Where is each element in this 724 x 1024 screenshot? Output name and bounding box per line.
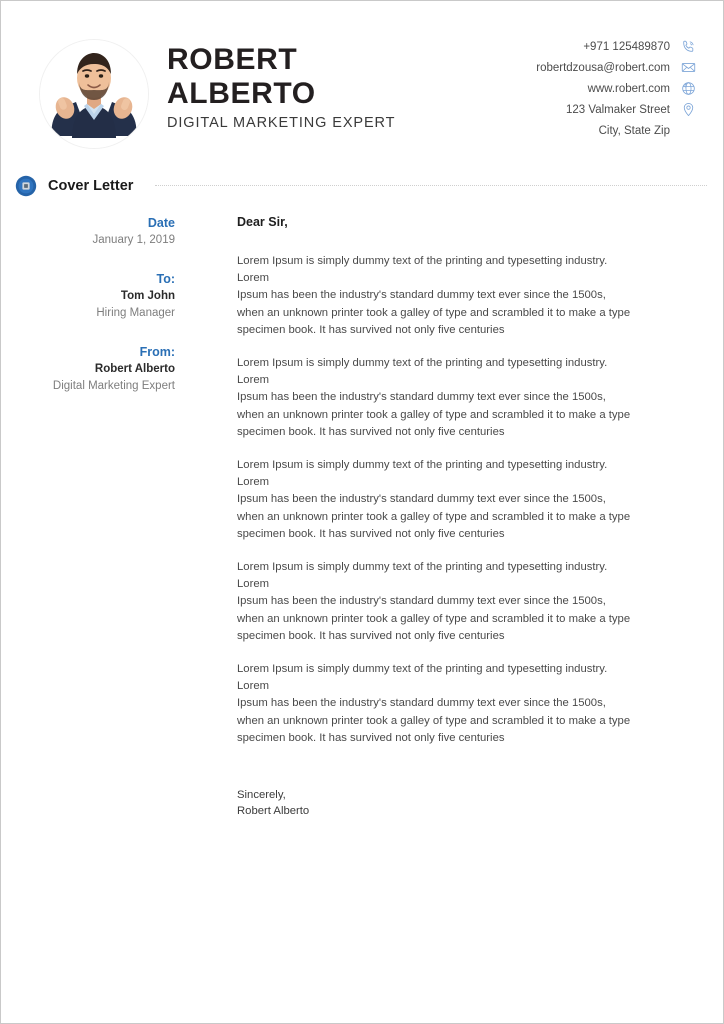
body-paragraph-line: specimen book. It has survived not only five centuries (237, 731, 505, 744)
contact-address-text: 123 Valmaker Street (566, 103, 670, 116)
envelope-icon (680, 59, 697, 76)
body-paragraph-line: when an unknown printer took a galley of type and scrambled it to make a type (237, 306, 631, 319)
from-role: Digital Marketing Expert (52, 380, 175, 392)
contact-email-text: robertdzousa@robert.com (536, 61, 670, 74)
body-paragraph-line: specimen book. It has survived not only five centuries (237, 527, 505, 540)
body-paragraph-line: when an unknown printer took a galley of type and scrambled it to make a type (237, 612, 631, 625)
globe-icon (680, 80, 697, 97)
to-label: To: (156, 272, 175, 286)
phone-icon (680, 38, 697, 55)
body-paragraph-line: specimen book. It has survived not only five centuries (237, 323, 505, 336)
body-paragraph-line: Lorem Ipsum is simply dummy text of the printing and typesetting industry. Lorem (237, 255, 608, 285)
square-badge-icon (15, 175, 37, 197)
meta-group-date (21, 215, 175, 249)
body-paragraph-line: when an unknown printer took a galley of type and scrambled it to make a type (237, 408, 631, 421)
body-paragraph (237, 559, 637, 645)
to-name: Tom John (120, 290, 175, 302)
section-title: Cover Letter (48, 178, 134, 194)
body-paragraph (237, 457, 637, 543)
body-paragraph (237, 661, 637, 747)
body-paragraph-line: when an unknown printer took a galley of type and scrambled it to make a type (237, 714, 631, 727)
contact-row-email (397, 58, 697, 77)
closing-signature: Robert Alberto (237, 805, 310, 818)
last-name: ALBERTO (167, 77, 316, 110)
letter-content (237, 215, 637, 819)
body-paragraph-line: specimen book. It has survived not only five centuries (237, 425, 505, 438)
location-pin-icon (680, 101, 697, 118)
letter-meta-sidebar (21, 215, 175, 417)
closing-salutation: Sincerely, (237, 789, 286, 802)
contact-row-phone (397, 37, 697, 56)
body-paragraph-line: when an unknown printer took a galley of type and scrambled it to make a type (237, 510, 631, 523)
first-name: ROBERT (167, 43, 298, 76)
body-paragraph-line: Lorem Ipsum is simply dummy text of the printing and typesetting industry. Lorem (237, 561, 608, 591)
portrait-photo-icon (40, 40, 148, 148)
date-label: Date (147, 216, 175, 230)
meta-group-from (21, 344, 175, 395)
body-paragraph-line: Ipsum has been the industry's standard dummy text ever since the 1500s, (237, 493, 606, 506)
closing-block (237, 787, 637, 819)
section-divider (155, 185, 707, 187)
contact-website-text: www.robert.com (587, 82, 670, 95)
body-paragraph-line: Ipsum has been the industry's standard dummy text ever since the 1500s, (237, 697, 606, 710)
body-paragraph-line: Ipsum has been the industry's standard dummy text ever since the 1500s, (237, 391, 606, 404)
body-paragraph-line: Lorem Ipsum is simply dummy text of the printing and typesetting industry. Lorem (237, 357, 608, 387)
contact-list (397, 37, 697, 142)
contact-city-text: City, State Zip (598, 124, 670, 137)
body-paragraph-line: Ipsum has been the industry's standard dummy text ever since the 1500s, (237, 595, 606, 608)
greeting: Dear Sir, (237, 215, 288, 229)
from-label: From: (139, 345, 175, 359)
contact-row-address (397, 100, 697, 119)
body-paragraph (237, 355, 637, 441)
contact-row-website (397, 79, 697, 98)
body-paragraph-line: Lorem Ipsum is simply dummy text of the printing and typesetting industry. Lorem (237, 459, 608, 489)
meta-group-to (21, 271, 175, 322)
to-role: Hiring Manager (96, 307, 175, 319)
avatar (39, 39, 149, 149)
body-paragraph-line: Lorem Ipsum is simply dummy text of the printing and typesetting industry. Lorem (237, 663, 608, 693)
from-name: Robert Alberto (94, 363, 175, 375)
section-header-cover-letter (15, 173, 707, 199)
paragraph-list (237, 253, 637, 747)
contact-phone-text: +971 125489870 (583, 40, 670, 53)
contact-row-city (397, 121, 697, 140)
body-paragraph-line: Ipsum has been the industry's standard dummy text ever since the 1500s, (237, 289, 606, 302)
body-paragraph-line: specimen book. It has survived not only five centuries (237, 629, 505, 642)
body-paragraph (237, 253, 637, 339)
job-title: DIGITAL MARKETING EXPERT (167, 115, 396, 131)
document-header (1, 1, 724, 161)
date-value: January 1, 2019 (92, 234, 175, 246)
